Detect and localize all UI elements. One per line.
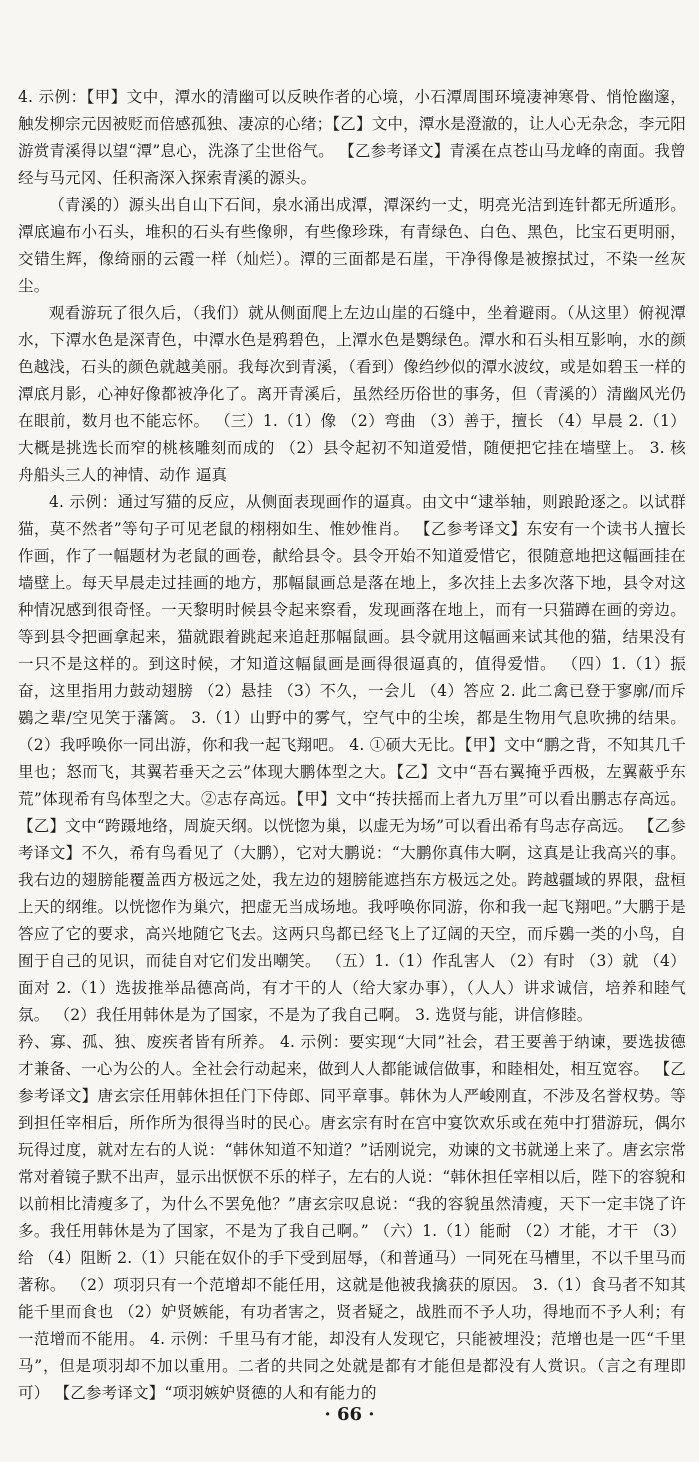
answer-key-page bbox=[18, 84, 686, 1407]
answer-paragraph-1: 4. 示例：【甲】文中，潭水的清幽可以反映作者的心境，小石潭周围环境凄神寒骨、悄怆幽邃，触发柳宗元因被贬而倍感孤独、凄凉的心绪；【乙】文中，潭水是澄澈的，让人心无杂念，李元阳游赏青溪得以望“潭”息心，洗涤了尘世俗气。 【乙参考译文】青溪在点苍山马龙峰的南面。我曾经与马元冈、任积斋深入探索青溪的源头。 bbox=[18, 88, 686, 187]
page-number: · 66 · bbox=[324, 1404, 375, 1425]
answer-paragraph-2: （青溪的）源头出自山下石间，泉水涌出成潭，潭深约一丈，明亮光洁到连针都无所遁形。潭底遍布小石头，堆积的石头有些像卵，有些像珍珠，有青绿色、白色、黑色，比宝石更明丽，交错生辉，像绮丽的云霞一样（灿烂）。潭的三面都是石崖，干净得像是被擦拭过，不染一丝灰尘。 bbox=[18, 196, 686, 295]
answer-paragraph-5: 矜、寡、孤、独、废疾者皆有所养。 4. 示例：要实现“大同”社会，君王要善于纳谏，要选拔德才兼备、一心为公的人。全社会行动起来，做到人人都能诚信做事，和睦相处，相互宽容。 【乙参考译文】唐玄宗任用韩休担任门下侍郎、同平章事。韩休为人严峻刚直，不涉及名誉权势。等到担任宰相后，所作所为很得当时的民心。唐玄宗有时在宫中宴饮欢乐或在苑中打猎游玩，偶尔玩得过度，就对左右的人说：“韩休知道不知道？”话刚说完，劝谏的文书就递上来了。唐玄宗常常对着镜子默不出声，显示出恹恹不乐的样子，左右的人说：“韩休担任宰相以后，陛下的容貌和以前相比清瘦多了，为什么不罢免他？”唐玄宗叹息说：“我的容貌虽然清瘦，天下一定丰饶了许多。我任用韩休是为了国家，不是为了我自己啊。” （六）1.（1）能耐 （2）才能，才干 （3）给 （4）阻断 2.（1）只能在奴仆的手下受到屈辱，（和普通马）一同死在马槽里，不以千里马而著称。 （2）项羽只有一个范增却不能任用，这就是他被我擒获的原因。 3.（1）食马者不知其能千里而食也 （2）妒贤嫉能，有功者害之，贤者疑之，战胜而不予人功，得地而不予人利；有一范增而不能用。 4. 示例：千里马有才能，却没有人发现它，只能被埋没；范增也是一匹“千里马”，但是项羽却不加以重用。二者的共同之处就是都有才能但是都没有人赏识。（言之有理即可） 【乙参考译文】“项羽嫉妒贤德的人和有能力的 bbox=[18, 1033, 686, 1402]
answer-paragraph-4: 4. 示例：通过写猫的反应，从侧面表现画作的逼真。由文中“逮举轴，则踉跄逐之。以试群猫，莫不然者”等句子可见老鼠的栩栩如生、惟妙惟肖。 【乙参考译文】东安有一个读书人擅长作画，作了一幅题材为老鼠的画卷，献给县令。县令开始不知道爱惜它，很随意地把这幅画挂在墙壁上。每天早晨走过挂画的地方，那幅鼠画总是落在地上，多次挂上去多次落下地，县令对这种情况感到很奇怪。一天黎明时候县令起来察看，发现画落在地上，而有一只猫蹲在画的旁边。等到县令把画拿起来，猫就跟着跳起来追赶那幅鼠画。县令就用这幅画来试其他的猫，结果没有一只不是这样的。到这时候，才知道这幅鼠画是画得很逼真的，值得爱惜。 （四）1.（1）振奋，这里指用力鼓动翅膀 （2）悬挂 （3）不久，一会儿 （4）答应 2. 此二禽已登于寥廓/而斥鷃之辈/空见笑于藩篱。 3.（1）山野中的雾气，空气中的尘埃，都是生物用气息吹拂的结果。（2）我呼唤你一同出游，你和我一起飞翔吧。 4. ①硕大无比。【甲】文中“鹏之背，不知其几千里也；怒而飞，其翼若垂天之云”体现大鹏体型之大。【乙】文中“吾右翼掩乎西极，左翼蔽乎东荒”体现希有鸟体型之大。②志存高远。【甲】文中“抟扶摇而上者九万里”可以看出鹏志存高远。【乙】文中“跨蹑地络，周旋天纲。以恍惚为巢，以虚无为场”可以看出希有鸟志存高远。 【乙参考译文】不久，希有鸟看见了（大鹏），它对大鹏说：“大鹏你真伟大啊，这真是让我高兴的事。我右边的翅膀能覆盖西方极远之处，我左边的翅膀能遮挡东方极远之处。跨越疆域的界限，盘桓上天的纲维。以恍惚作为巢穴，把虚无当成场地。我呼唤你同游，你和我一起飞翔吧。”大鹏于是答应了它的要求，高兴地随它飞去。这两只鸟都已经飞上了辽阔的天空，而斥鷃一类的小鸟，自囿于自己的见识，而徒自对它们发出嘲笑。 （五）1.（1）作乱害人 （2）有时 （3）就 （4）面对 2.（1）选拔推举品德高尚，有才干的人（给大家办事），（人人）讲求诚信，培养和睦气氛。 （2）我任用韩休是为了国家，不是为了我自己啊。 3. 选贤与能，讲信修睦。 bbox=[18, 493, 686, 1024]
answer-paragraph-3: 观看游玩了很久后，（我们）就从侧面爬上左边山崖的石缝中，坐着避雨。（从这里）俯视潭水，下潭水色是深青色，中潭水色是鸦碧色，上潭水色是鹦绿色。潭水和石头相互影响，水的颜色越浅，石头的颜色就越美丽。我每次到青溪，（看到）像绉纱似的潭水波纹，或是如碧玉一样的潭底月影，心神好像都被净化了。离开青溪后，虽然经历俗世的事务，但（青溪的）清幽风光仍在眼前，数月也不能忘怀。 （三）1.（1）像 （2）弯曲 （3）善于，擅长 （4）早晨 2.（1）大概是挑选长而窄的桃核雕刻而成的 （2）县令起初不知道爱惜，随便把它挂在墙壁上。 3. 核舟船头三人的神情、动作 逼真 bbox=[18, 304, 686, 484]
